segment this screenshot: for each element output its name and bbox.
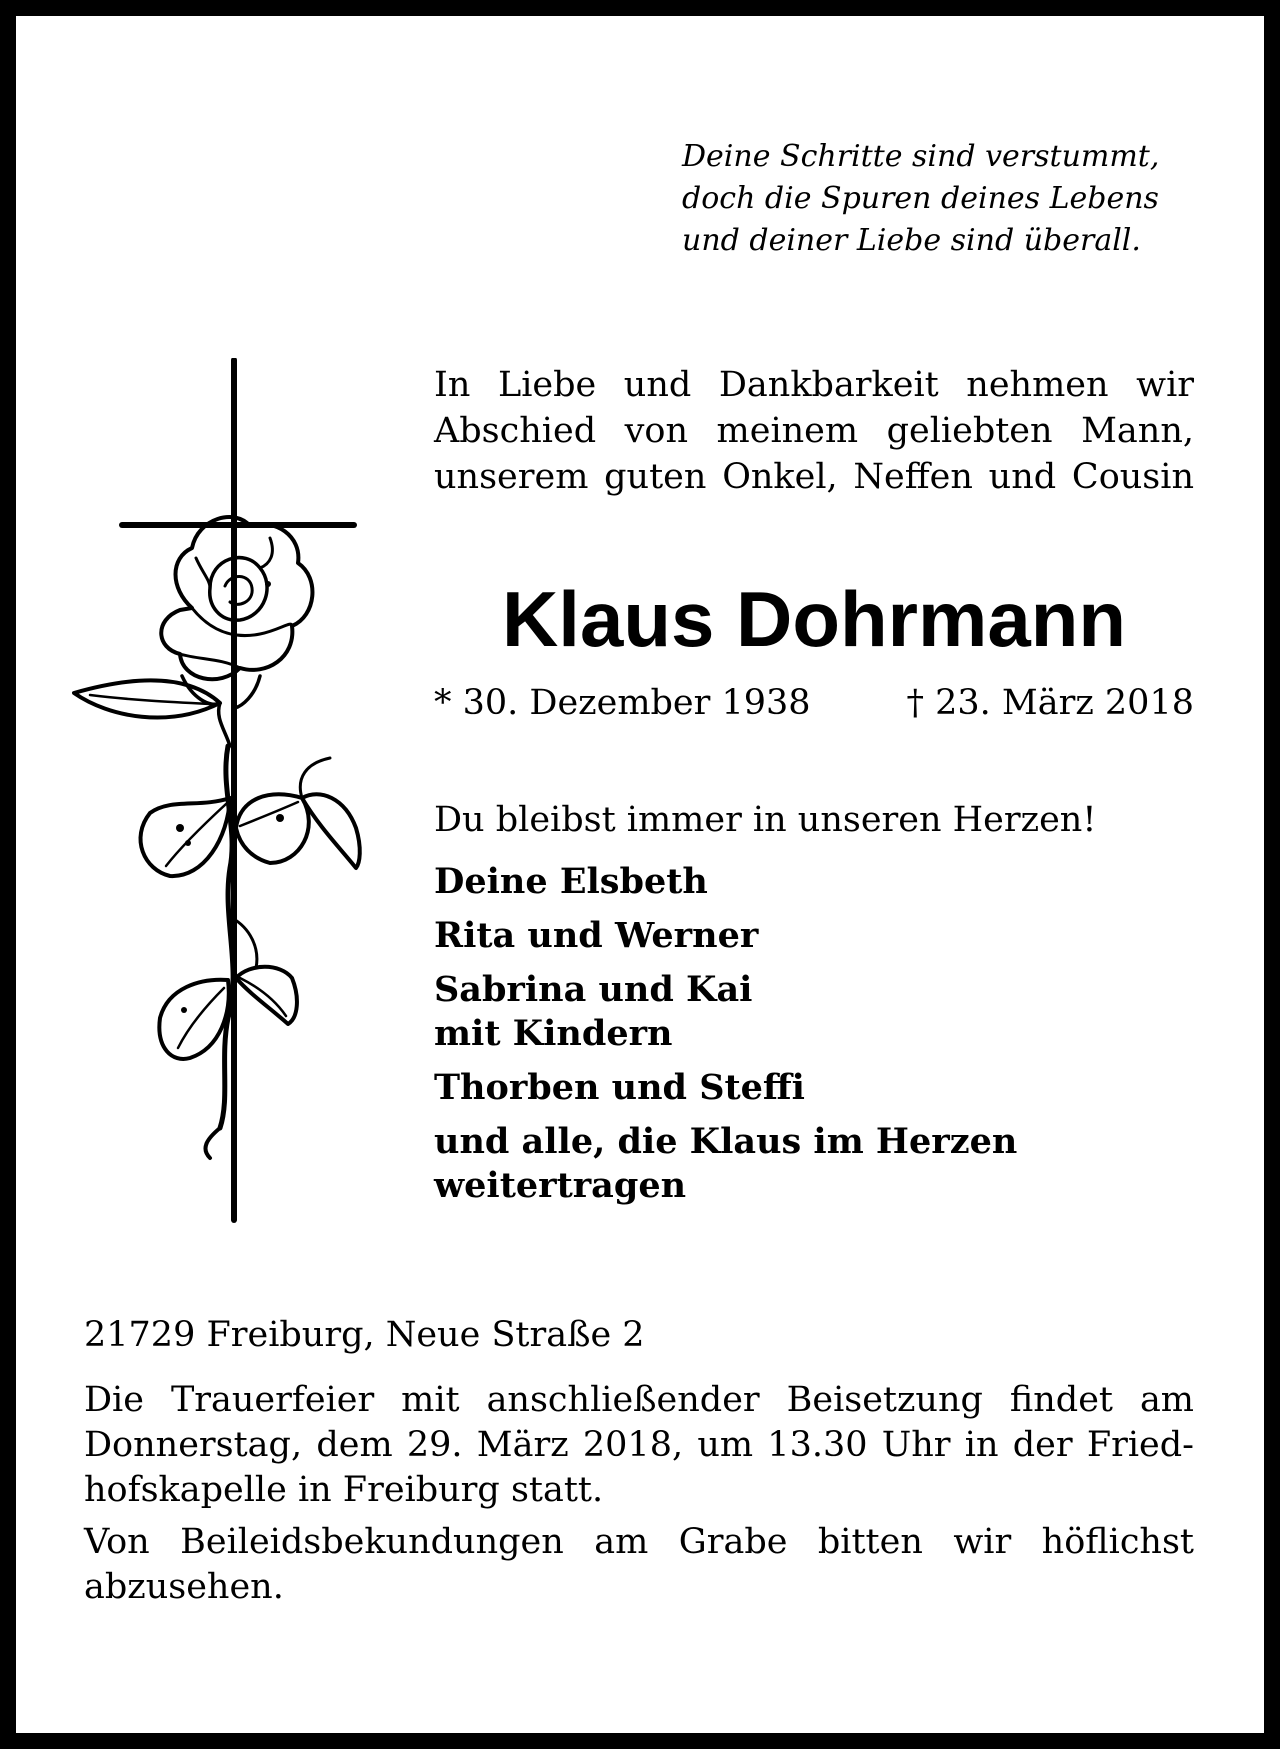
family-group — [434, 914, 1194, 958]
farewell-line: Du bleibst immer in unseren Herzen! — [434, 800, 1097, 840]
family-line: Thorben und Steffi — [434, 1067, 805, 1108]
life-dates — [434, 680, 1194, 726]
condolence-line: abzusehen. — [84, 1567, 284, 1607]
death-date: † 23. März 2018 — [906, 683, 1194, 723]
condolence-line: Von Beileidsbekundungen am Grabe bitten wir höflichst — [84, 1522, 1194, 1562]
family-signatures — [434, 860, 1194, 1218]
family-line: Rita und Werner — [434, 915, 759, 956]
intro-line: In Liebe und Dankbarkeit nehmen wir — [434, 365, 1194, 405]
ceremony-line: Donnerstag, dem 29. März 2018, um 13.30 Uhr in der Fried- — [84, 1425, 1194, 1465]
intro-line: Abschied von meinem geliebten Mann, — [434, 411, 1194, 451]
ceremony-line: Die Trauerfeier mit anschließender Beisetzung findet am — [84, 1380, 1194, 1420]
family-line: Sabrina und Kai — [434, 969, 753, 1010]
motto-line: doch die Spuren deines Lebens — [682, 181, 1159, 216]
address: 21729 Freiburg, Neue Straße 2 — [84, 1315, 645, 1355]
family-group — [434, 1120, 1194, 1208]
birth-date: * 30. Dezember 1938 — [434, 683, 811, 723]
intro-paragraph — [434, 362, 1194, 500]
family-group — [434, 1066, 1194, 1110]
motto-line: und deiner Liebe sind überall. — [682, 223, 1141, 258]
ceremony-notice — [84, 1378, 1194, 1513]
motto-line: Deine Schritte sind verstummt, — [682, 139, 1160, 174]
family-group — [434, 968, 1194, 1056]
deceased-name: Klaus Dohrmann — [501, 575, 1127, 663]
cross-with-rose-icon — [70, 358, 380, 1228]
intro-line: unserem guten Onkel, Neffen und Cousin — [434, 457, 1194, 497]
family-line: weitertragen — [434, 1165, 687, 1206]
ceremony-line: hofskapelle in Freiburg statt. — [84, 1470, 604, 1510]
family-group — [434, 860, 1194, 904]
motto-verse — [682, 136, 1202, 262]
family-line: Deine Elsbeth — [434, 861, 708, 902]
family-line: mit Kindern — [434, 1013, 673, 1054]
condolence-notice — [84, 1520, 1194, 1610]
family-line: und alle, die Klaus im Herzen — [434, 1121, 1018, 1162]
